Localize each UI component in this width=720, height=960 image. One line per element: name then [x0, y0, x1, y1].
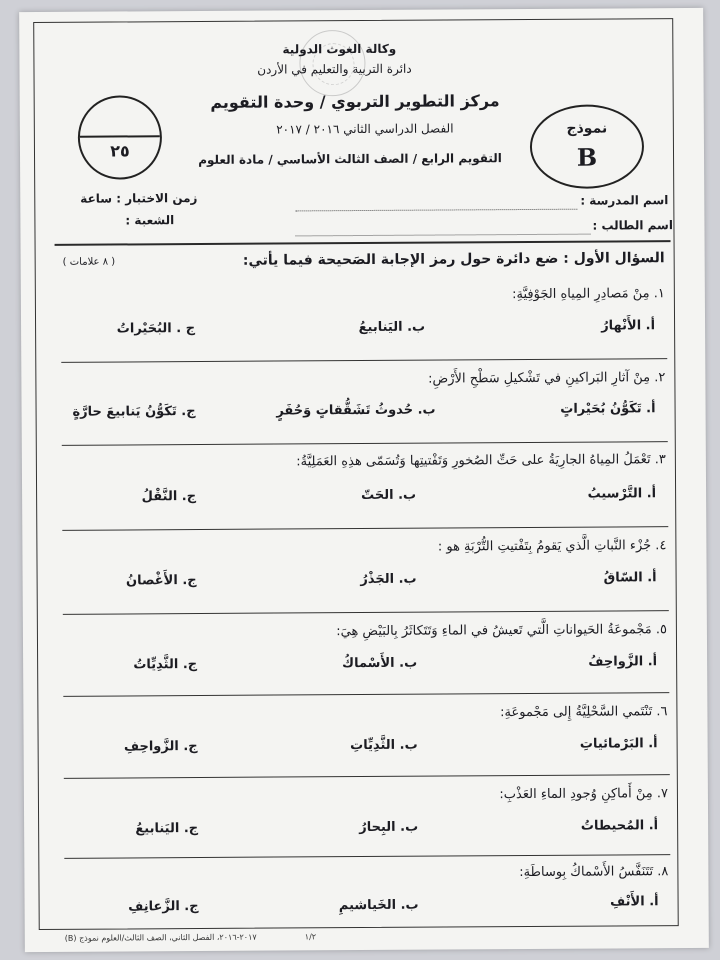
agency-name: وكالة الغوث الدولية	[282, 41, 397, 57]
option-c[interactable]: ج. تَكَوُّنُ يَنابيعَ حارَّةٍ	[72, 404, 196, 420]
option-a[interactable]: أ. التَّرْسيبُ	[587, 486, 657, 502]
total-score-circle	[78, 95, 163, 180]
model-label: نموذج	[566, 120, 608, 137]
section-field-label: الشعبة :	[125, 213, 175, 228]
option-c[interactable]: ج. الثَّدِيِّاتُ	[133, 657, 198, 673]
section-title: السؤال الأول : ضع دائرة حول رمز الإجابة الصَحيحة فيما يأتي:	[242, 250, 665, 269]
option-b[interactable]: ب. الجَذْرُ	[360, 571, 417, 588]
question-stem: ٣. تَعْمَلُ المِياهُ الجارِيَةُ على حَتِّ الصُخورِ وَتَفْتيتِها وَتُسَمّى هذِهِ العَمَلِيَّةُ:	[296, 452, 666, 470]
option-b[interactable]: ب. البِحارُ	[359, 819, 419, 836]
option-b[interactable]: ب. الثَّدِيِّاتِ	[350, 737, 418, 754]
score-divider	[80, 135, 160, 137]
option-a[interactable]: أ. البَرْمائياتِ	[579, 736, 658, 752]
option-c[interactable]: ج. الأَغْصانُ	[125, 573, 197, 589]
option-b[interactable]: ب. الأَسْماكُ	[342, 655, 418, 672]
question-stem: ٢. مِنْ آثارِ البَراكينِ في تَشْكيلِ سَطْحِ الأَرْضِ:	[428, 370, 666, 387]
option-a[interactable]: أ. السّاقُ	[603, 570, 657, 586]
question-stem: ٨. تَتَنَفَّسُ الأَسْماكُ بِوساطَةِ:	[519, 864, 669, 881]
question-stem: ٦. تَنْتَمي السَّحْلِيَّةُ إِلى مَجْموعَةِ:	[500, 704, 668, 721]
option-c[interactable]: ج . البُحَيْراتُ	[116, 321, 196, 337]
model-letter: B	[576, 142, 598, 172]
question-stem: ٥. مَجْموعَةُ الحَيواناتِ الَّتي تَعيشُ في الماءِ وَتَتَكاثَرُ بِالبَيْضِ هِيَ:	[336, 622, 667, 640]
option-b[interactable]: ب. حُدوثُ تَشَقُّقاتٍ وَحُفَرٍ	[276, 402, 436, 419]
option-c[interactable]: ج. الزَّواحِفِ	[123, 739, 198, 755]
center-name: مركز التطوير التربوي / وحدة التقويم	[210, 91, 500, 112]
department-name: دائرة التربية والتعليم في الأردن	[257, 61, 412, 77]
option-c[interactable]: ج. النَّقْلُ	[141, 489, 197, 505]
question-stem: ٧. مِنْ أَماكِنِ وُجودِ الماءِ العَذْبِ:	[499, 786, 668, 803]
file-label: ٢٠١٧-٢٠١٦، الفصل الثاني، الصف الثالث/العلوم نموذج (B)	[64, 932, 257, 943]
option-a[interactable]: أ. الأَنْفِ	[610, 894, 659, 910]
student-field-label: اسم الطالب :	[592, 218, 674, 233]
section-marks: ( ٨ علامات )	[62, 256, 116, 268]
school-field-label: اسم المدرسة :	[580, 193, 669, 208]
question-stem: ١. مِنْ مَصادِرِ المِياهِ الجَوْفِيَّةِ:	[512, 286, 665, 303]
option-b[interactable]: ب. الحَتّ	[361, 487, 417, 504]
option-a[interactable]: أ. تَكَوُّنُ بُحَيْراتٍ	[560, 401, 656, 417]
model-oval	[530, 104, 645, 189]
option-a[interactable]: أ. الأَنْهارُ	[601, 318, 656, 334]
option-b[interactable]: ب. الخَياشيمِ	[338, 897, 419, 914]
exam-sheet	[19, 8, 709, 952]
option-a[interactable]: أ. الزَّواحِفُ	[588, 654, 658, 670]
option-a[interactable]: أ. المُحيطاتُ	[580, 818, 659, 834]
page-number: ١/٢	[304, 932, 317, 942]
option-c[interactable]: ج. اليَنابيعُ	[135, 821, 199, 837]
semester: الفصل الدراسي الثاني ٢٠١٦ / ٢٠١٧	[276, 121, 454, 137]
duration: زمن الاختبار : ساعة	[80, 191, 198, 206]
subject-line: التقويم الرابع / الصف الثالث الأساسي / مادة العلوم	[198, 151, 502, 168]
option-b[interactable]: ب. اليَنابيعُ	[358, 319, 426, 336]
option-c[interactable]: ج. الزَّعانِفِ	[128, 899, 199, 915]
question-stem: ٤. جُزْء النَّباتِ الَّذي يَقومُ بِتَفْتيتِ التُّرْبَةِ هو :	[437, 538, 667, 555]
total-score: ٢٥	[110, 141, 130, 161]
